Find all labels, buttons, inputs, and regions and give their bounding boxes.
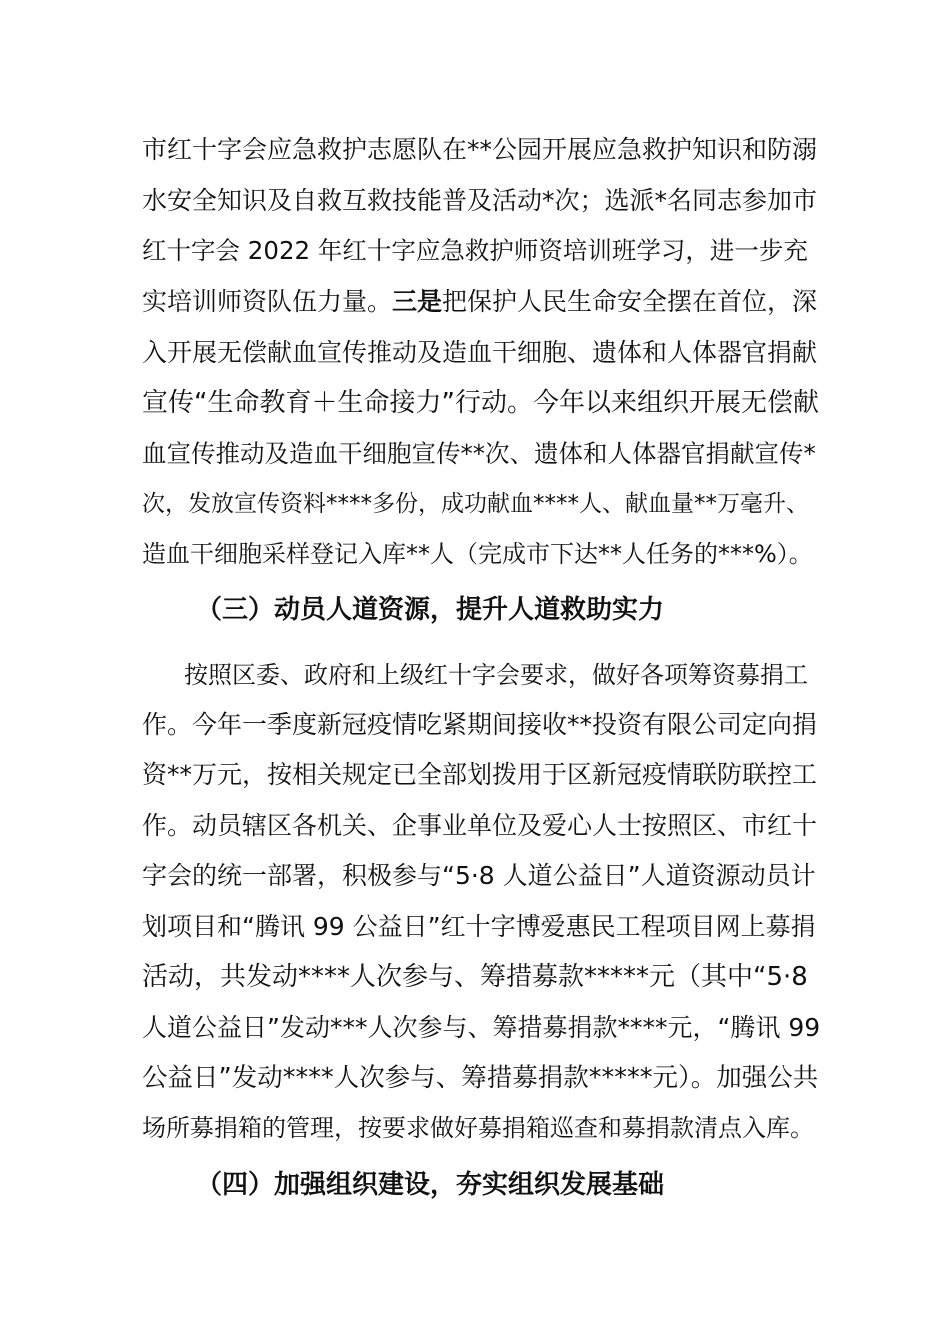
paragraph-line: 次，发放宣传资料****多份，成功献血****人、献血量**万毫升、 <box>142 491 809 517</box>
section-heading: （四）加强组织建设，夯实组织发展基础 <box>196 1170 665 1200</box>
paragraph-text: 实培训师资队伍力量。 <box>142 287 393 316</box>
paragraph-line: 资**万元，按相关规定已全部划拨用于区新冠疫情联防联控工 <box>142 760 818 789</box>
paragraph-line: 造血干细胞采样登记入库**人（完成市下达**人任务的***%）。 <box>142 540 813 568</box>
paragraph-line <box>142 285 817 319</box>
section-heading: （三）动员人道资源，提升人道救助实力 <box>196 595 665 625</box>
paragraph-line: 宣传“生命教育＋生命接力”行动。今年以来组织开展无偿献 <box>142 388 819 418</box>
paragraph-line: 场所募捐箱的管理，按要求做好募捐箱巡查和募捐款清点入库。 <box>142 1114 814 1142</box>
paragraph-text: 把保护人民生命安全摆在首位，深 <box>442 287 818 316</box>
paragraph-line: 活动，共发动****人次参与、筹措募款*****元（其中“5·8 <box>142 962 808 992</box>
emphasis-label: 三是 <box>392 287 443 316</box>
paragraph-line: 作。动员辖区各机关、企事业单位及爱心人士按照区、市红十 <box>142 811 818 840</box>
paragraph-line: 入开展无偿献血宣传推动及造血干细胞、遗体和人体器官捐献 <box>142 338 818 367</box>
paragraph-line: 作。今年一季度新冠疫情吃紧期间接收**投资有限公司定向捐 <box>142 710 818 739</box>
paragraph-line: 血宣传推动及造血干细胞宣传**次、遗体和人体器官捐献宣传* <box>142 439 816 468</box>
paragraph-line: 划项目和“腾讯 99 公益日”红十字博爱惠民工程项目网上募捐 <box>142 912 816 941</box>
paragraph-line: 市红十字会应急救护志愿队在**公园开展应急救护知识和防溺 <box>142 135 818 164</box>
paragraph-line: 按照区委、政府和上级红十字会要求，做好各项筹资募捐工 <box>184 661 808 689</box>
paragraph-line: 水安全知识及自救互救技能普及活动*次；选派*名同志参加市 <box>142 186 818 215</box>
paragraph-line: 字会的统一部署，积极参与“5·8 人道公益日”人道资源动员计 <box>142 861 816 890</box>
paragraph-line: 公益日”发动****人次参与、筹措募捐款*****元）。加强公共 <box>142 1063 819 1093</box>
paragraph-line: 人道公益日”发动***人次参与、筹措募捐款****元，“腾讯 99 <box>142 1013 821 1042</box>
paragraph-line: 红十字会 2022 年红十字应急救护师资培训班学习，进一步充 <box>142 236 808 265</box>
